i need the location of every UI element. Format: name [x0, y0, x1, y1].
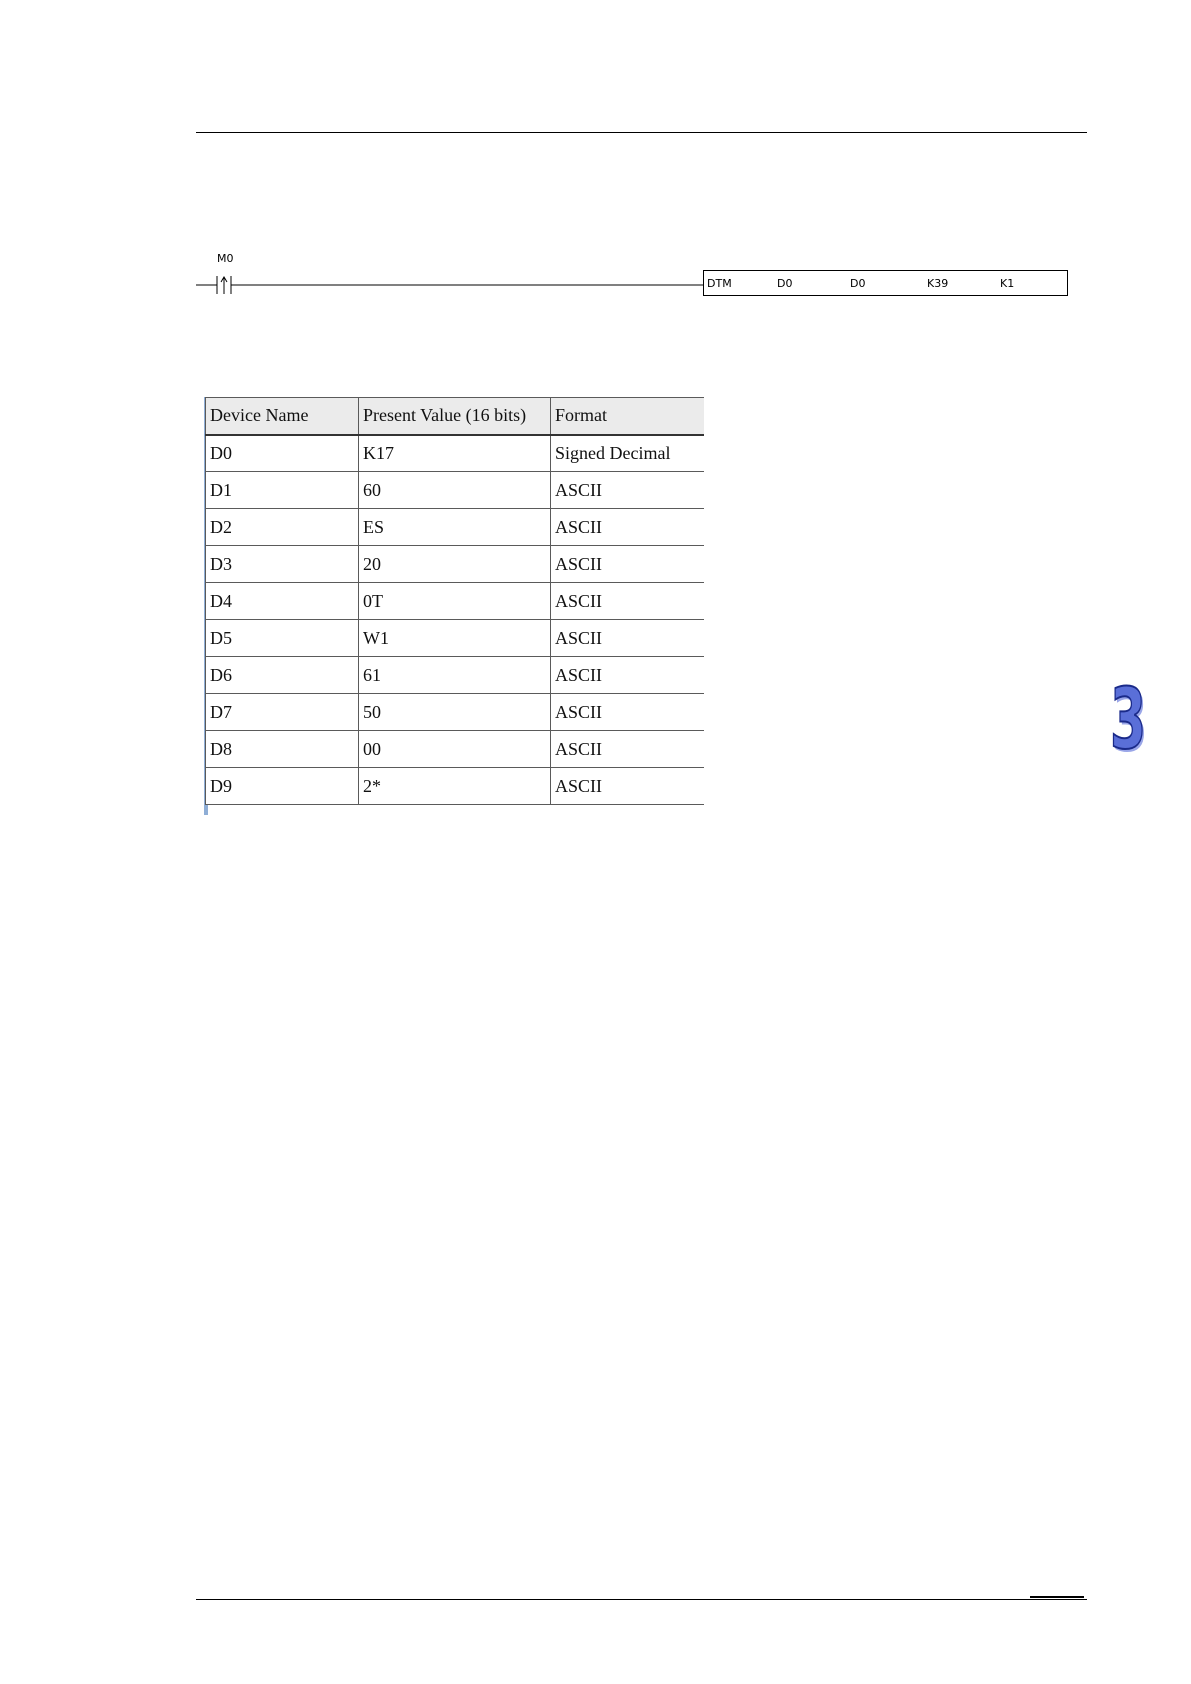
- table-row: [206, 731, 704, 768]
- present-value-cell: K17: [359, 435, 551, 472]
- table-row: [206, 472, 704, 509]
- format-cell: ASCII: [551, 657, 704, 694]
- instruction-box: [703, 270, 1068, 296]
- format-cell: ASCII: [551, 620, 704, 657]
- footer-rule: [196, 1599, 1087, 1600]
- present-value-cell: 60: [359, 472, 551, 509]
- present-value-cell: 61: [359, 657, 551, 694]
- table-row: [206, 583, 704, 620]
- instruction-mnemonic: DTM: [707, 277, 732, 290]
- device-name-cell: D7: [206, 694, 359, 731]
- device-name-cell: D4: [206, 583, 359, 620]
- table-row: [206, 546, 704, 583]
- device-monitor-table: [205, 397, 704, 805]
- device-name-cell: D3: [206, 546, 359, 583]
- instruction-operand: K39: [927, 277, 949, 290]
- device-name-cell: D8: [206, 731, 359, 768]
- device-name-cell: D9: [206, 768, 359, 805]
- table-row: [206, 620, 704, 657]
- format-cell: ASCII: [551, 583, 704, 620]
- instruction-operand: D0: [850, 277, 866, 290]
- header-rule: [196, 132, 1087, 133]
- device-name-cell: D2: [206, 509, 359, 546]
- present-value-cell: 50: [359, 694, 551, 731]
- footer-page-mark: [1030, 1596, 1084, 1598]
- table-header-row: [206, 398, 704, 435]
- format-cell: ASCII: [551, 546, 704, 583]
- device-name-cell: D0: [206, 435, 359, 472]
- table-row: [206, 694, 704, 731]
- present-value-cell: ES: [359, 509, 551, 546]
- format-cell: ASCII: [551, 509, 704, 546]
- instruction-operand: K1: [1000, 277, 1015, 290]
- present-value-cell: 20: [359, 546, 551, 583]
- format-cell: ASCII: [551, 694, 704, 731]
- format-cell: Signed Decimal: [551, 435, 704, 472]
- column-header: Format: [551, 398, 704, 435]
- device-name-cell: D6: [206, 657, 359, 694]
- device-name-cell: D1: [206, 472, 359, 509]
- table-row: [206, 657, 704, 694]
- instruction-operand: D0: [777, 277, 793, 290]
- table-row: [206, 509, 704, 546]
- column-header: Device Name: [206, 398, 359, 435]
- present-value-cell: 0T: [359, 583, 551, 620]
- device-name-cell: D5: [206, 620, 359, 657]
- present-value-cell: 2*: [359, 768, 551, 805]
- table-row: [206, 435, 704, 472]
- column-header: Present Value (16 bits): [359, 398, 551, 435]
- format-cell: ASCII: [551, 768, 704, 805]
- ladder-diagram: [196, 252, 1072, 302]
- table-row: [206, 768, 704, 805]
- present-value-cell: W1: [359, 620, 551, 657]
- contact-label: M0: [217, 252, 234, 265]
- chapter-tab-number: 3: [1110, 670, 1147, 768]
- format-cell: ASCII: [551, 472, 704, 509]
- present-value-cell: 00: [359, 731, 551, 768]
- format-cell: ASCII: [551, 731, 704, 768]
